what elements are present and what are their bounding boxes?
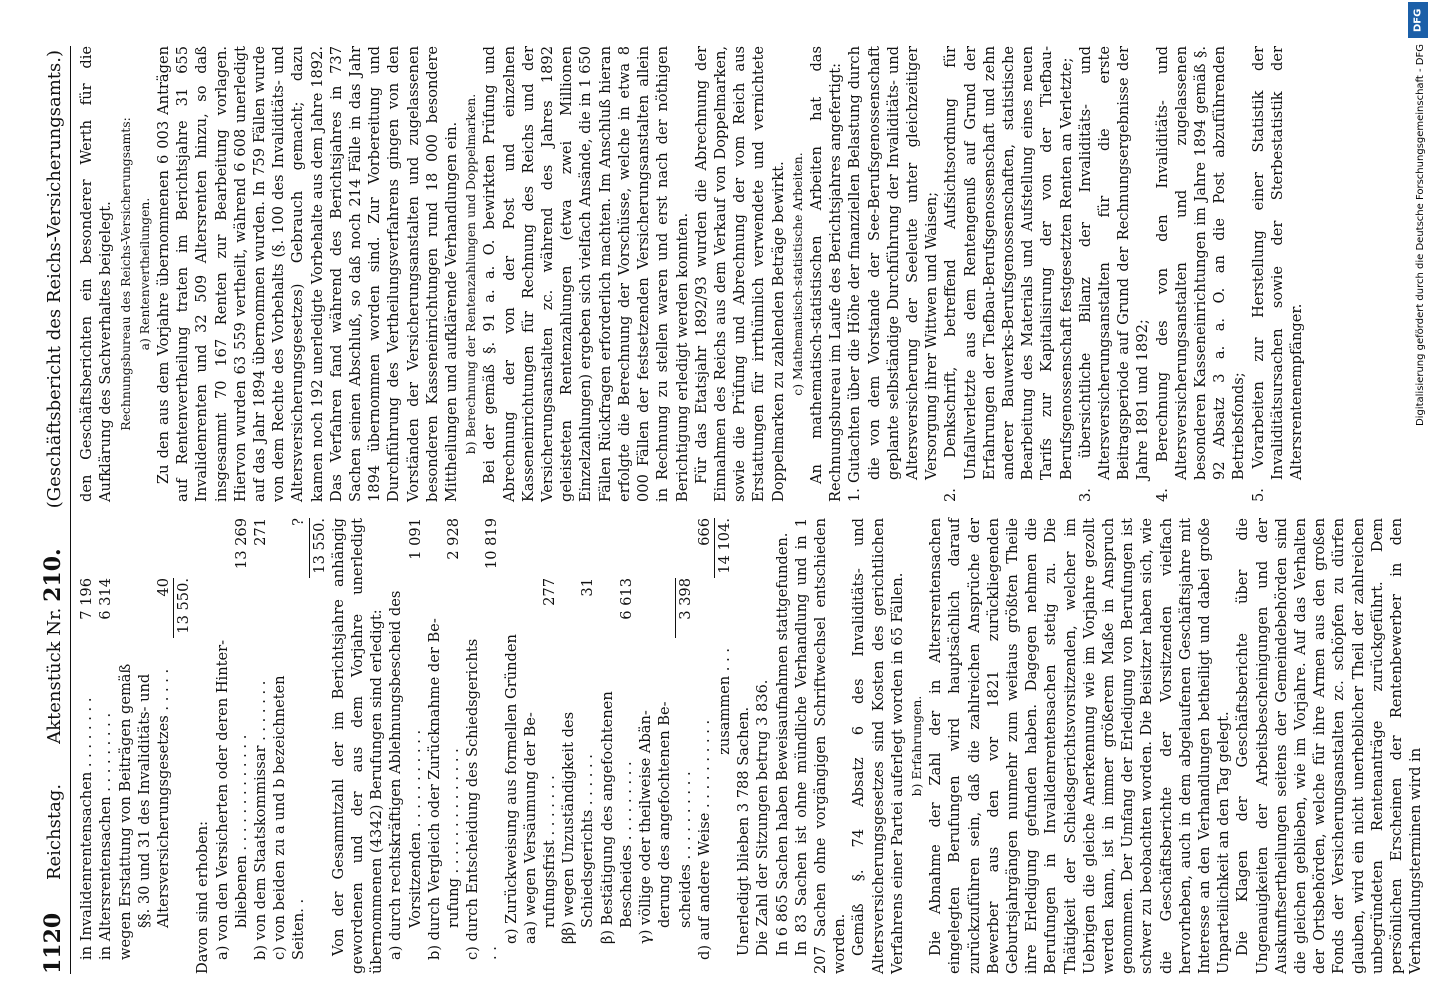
- stat-row: Altersversicherungsgesetzes . . . . . 40: [155, 578, 173, 928]
- stat-row: in Invalidenrentensachen . . . . . . . . 7 196: [78, 578, 96, 960]
- stat-row: c) von beiden zu a und b bezeichneten Seiten. . ?: [271, 518, 308, 960]
- paragraph: Die Klagen der Geschäftsberichte über die Ungenauigkeiten der Arbeitsbescheinigungen und der Auskunftsertheilungen seitens der Gemeindebehörden sind die gleichen geblieben, wie im Vorjahre. Auf das Verhalten der Ortsbehörden, welche für ihre Armen aus den großen Fonds der Versicherungsanstalten zc. schöpfen zu dürfen glauben, wird ein nicht unerheblicher Theil der zahlreichen unbegründeten Rentenanträge zurückgeführt. Dem persönlichen Erscheinen der Rentenbewerber in den Verhandlungsterminen wird in: [1234, 518, 1425, 974]
- paragraph: den Geschäftsberichten ein besonderer Werth für die Aufklärung des Sachverhaltes beigelegt.: [78, 46, 115, 502]
- stat-text: derung des angefochtenen Be-: [656, 701, 674, 928]
- list-item: 4. Berechnung des von den Invaliditäts- und Altersversicherungsanstalten und zugelassenen besonderen Kasseneinrichtungen im Jahre 1894 gemäß §. 92 Absatz 3 a. a. O. an die Post abzuführenden Betriebsfonds;: [1153, 46, 1248, 502]
- stat-text: a) durch rechtskräftigen Ablehnungsbescheid des: [387, 590, 405, 960]
- stat-row: b) von dem Staatskommissar . . . . . . . 271: [252, 518, 270, 960]
- list-item: 2. Denkschrift, betreffend Aufsichtsordnung für Unfallverletzte aus dem Rentengenuß auf Grund der Erfahrungen der Tiefbau-Berufsgenossenschaft und zehn anderer Bauwerks-Berufsgenossenschaften, statistische Bearbeitung des Materials und Aufstellung eines neuen Tarifs zur Kapitalisirung der von der Tiefbau-Berufsgenossenschaft festgesetzten Renten an Verletzte;: [942, 46, 1075, 502]
- subsection-heading: c) Mathematisch-statistische Arbeiten.: [789, 152, 805, 396]
- running-head-right: (Geschäftsbericht des Reichs-Versicherungsamts.): [44, 49, 65, 509]
- stat-row: bliebenen . . . . . . . . . . . . . 13 269: [232, 518, 250, 928]
- list-item: 3. übersichtliche Bilanz der Invaliditäts- und Altersversicherungsanstalten für die erste Beitragsperiode auf Grund der Rechnungsergebnisse der Jahre 1891 und 1892;: [1076, 46, 1152, 502]
- dfg-logo: DFG: [1408, 2, 1428, 38]
- section-heading: b) Erfahrungen.: [908, 695, 924, 797]
- stat-row: Vorsitzenden . . . . . . . . . . . 1 091: [406, 518, 424, 928]
- stat-text: γ) völlige oder theilweise Abän-: [637, 710, 655, 944]
- stat-total: 13 550.: [173, 518, 193, 974]
- section-heading: Rechnungsbureau des Reichs-Versicherungsamts:: [117, 117, 133, 431]
- document-number: 210.: [40, 548, 66, 602]
- stat-row: scheides . . . . . . . . . . 3 398: [676, 578, 694, 928]
- stat-row: rufungsfrist . . . . . . . 277: [541, 578, 559, 928]
- paragraph: Gemäß §. 74 Absatz 6 des Invaliditäts- und Altersversicherungsgesetzes sind Kosten des gerichtlichen Verfahrens einer Partei auferlegt worden in 65 Fällen.: [850, 518, 906, 974]
- digitization-credit-strip: [1404, 0, 1432, 1000]
- stat-text: β) Bestätigung des angefochtenen: [598, 691, 616, 944]
- stat-row: rufung . . . . . . . . . . . . . . 2 928: [445, 518, 463, 928]
- running-head-mid: Aktenstück Nr.: [44, 601, 65, 744]
- stat-total: zusammen . . . 14 104.: [715, 518, 733, 755]
- paragraph: In 6 865 Sachen haben Beweisaufnahmen stattgefunden.: [773, 532, 791, 956]
- stat-text: ββ) wegen Unzuständigkeit des: [560, 711, 578, 944]
- stat-row: Bescheides . . . . . . . . . 6 613: [617, 578, 635, 928]
- paragraph: In 83 Sachen ist ohne mündliche Verhandlung und in 1 207 Sachen ohne vorgängigen Schriftwechsel entschieden worden.: [792, 518, 849, 974]
- paragraph: Unerledigt blieben 3 788 Sachen.: [735, 706, 753, 956]
- paragraph: An mathematisch-statistischen Arbeiten hat das Rechnungsbureau im Laufe des Berichtsjahres angefertigt:: [807, 46, 845, 502]
- running-head-left: Reichstag.: [44, 783, 65, 881]
- paragraph: Die Abnahme der Zahl der in Altersrentensachen eingelegten Berufungen wird hauptsächlich darauf zurückzuführen sein, daß die zahlreichen Ansprüche der Bewerber aus den vor 1821 zurückliegenden Geburtsjahrgängen nunmehr zum weitaus größten Theile ihre Erledigung gefunden haben. Dagegen nehmen die Berufungen in Invalidenrentensachen stetig zu. Die Thätigkeit der Schiedsgerichtsvorsitzenden, welcher im Uebrigen die gleiche Anerkennung wie im Vorjahre gezollt werden kann, ist in immer größerem Maße in Anspruch genommen. Der Umfang der Erledigung von Berufungen ist schwer zu beobachten worden. Die Beisitzer haben sich, wie die Geschäftsberichte der Vorsitzenden vielfach hervorheben, auch in dem abgelaufenen Geschäftsjahre mit Interesse an den Verhandlungen betheiligt und dabei große Unparteilichkeit an den Tag gelegt.: [927, 518, 1233, 974]
- stat-row: Schiedsgerichts . . . . . . 31: [579, 578, 597, 928]
- stat-text: wegen Erstattung von Beiträgen gemäß: [116, 663, 134, 960]
- list-item: 5. Vorarbeiten zur Herstellung einer Statistik der Invaliditätsursachen sowie der Sterbestatistik der Altersrentenempfänger.: [1249, 46, 1305, 502]
- running-head: [40, 46, 66, 884]
- stat-text: a) von den Versicherten oder deren Hinter-: [213, 639, 231, 960]
- stat-text: b) durch Vergleich oder Zurücknahme der Be-: [425, 618, 443, 960]
- stat-text: aa) wegen Versäumung der Be-: [521, 712, 539, 944]
- stat-row: in Altersrentensachen . . . . . . . . . 6 314: [97, 578, 115, 960]
- column-right: [77, 46, 1425, 502]
- stat-row: d) auf andere Weise . . . . . . . . . . 666: [695, 518, 713, 960]
- paragraph: Bei der gemäß §. 91 a. a. O. bewirkten Prüfung und Abrechnung der von der Post und einzelnen Kasseneinrichtungen für Rechnung des Reichs und der Versicherungsanstalten zc. während des Jahres 1892 geleisteten Rentenzahlungen (etwa zwei Millionen Einzelzahlungen) ergeben sich vielfach Ansände, die in 1 650 Fällen Rückfragen erforderlich machten. Im Anschluß hieran erfolgte die Berechnung der Vorschüsse, welche in etwa 8 000 Fällen der festsetzenden Versicherungsanstalten allein in Rechnung zu stellen waren und erst nach der nöthigen Berichtigung erledigt werden konnten.: [481, 46, 691, 502]
- stat-total: 13 550.: [309, 518, 329, 974]
- stat-text: α) Zurückweisung aus formellen Gründen: [502, 634, 520, 944]
- paragraph: Für das Etatsjahr 1892/93 wurden die Abrechnung der Einnahmen des Reichs aus dem Verkauf von Doppelmarken, sowie die Prüfung und Abrechnung der vom Reich aus Erstattungen für irrthümlich verwendete und vernichtete Doppelmarken zu zahlenden Beträge bewirkt.: [692, 46, 787, 502]
- stat-row: c) durch Entscheidung des Schiedsgerichts . . 10 819: [464, 518, 501, 960]
- page-number: 1120: [40, 912, 66, 974]
- subsection-heading: a) Rentenvertheilungen.: [136, 197, 152, 351]
- paragraph: Die Zahl der Sitzungen betrug 3 836.: [754, 679, 772, 956]
- list-item: 1. Gutachten über die Höhe der finanziellen Belastung durch die von dem Vorstande der See-Berufsgenossenschaft geplante selbständige Durchführung der Invaliditäts- und Altersversicherung der Seeleute unter gleichzeitiger Versorgung ihrer Wittwen und Waisen;: [846, 46, 941, 502]
- digitization-credit: Digitalisierung gefördert durch die Deutsche Forschungsgemeinschaft - DFG: [1415, 44, 1426, 427]
- subsection-heading: b) Berechnung der Rentenzahlungen und Doppelmarken.: [463, 93, 479, 455]
- column-left: [77, 518, 1425, 974]
- paragraph: Zu den aus dem Vorjahre übernommenen 6 003 Anträgen auf Rentenvertheilung traten im Berichtsjahre 31 655 Invalidenrenten und 32 509 Altersrenten hinzu, so daß insgesammt 70 167 Renten zur Bearbeitung vorlagen. Hiervon wurden 63 559 vertheilt, während 6 608 unerledigt auf das Jahr 1894 übernommen wurden. In 759 Fällen wurde von dem Rechte des Vorbehalts (§. 100 des Invaliditäts- und Altersversicherungsgesetzes) Gebrauch gemacht; dazu kamen noch 192 unerledigte Vorbehalte aus dem Jahre 1892. Das Verfahren fand während des Berichtsjahres in 737 Sachen seinen Abschluß, so daß noch 214 Fälle in das Jahr 1894 übernommen worden sind. Zur Vorbereitung und Durchführung des Vertheilungsverfahrens gingen von den Vorständen der Versicherungsanstalten und zugelassenen besonderen Kasseneinrichtungen rund 18 000 besondere Mittheilungen und aufklärende Verhandlungen ein.: [155, 46, 461, 502]
- page-header: [40, 46, 71, 974]
- stat-heading: Davon sind erhoben:: [194, 820, 212, 974]
- stat-text: §§. 30 und 31 des Invaliditäts- und: [135, 673, 153, 928]
- paragraph: Von der Gesammtzahl der im Berichtsjahre anhängig gewordenen und der aus dem Vorjahre unerledigt übernommenen (4342) Berufungen sind erledigt:: [329, 518, 386, 974]
